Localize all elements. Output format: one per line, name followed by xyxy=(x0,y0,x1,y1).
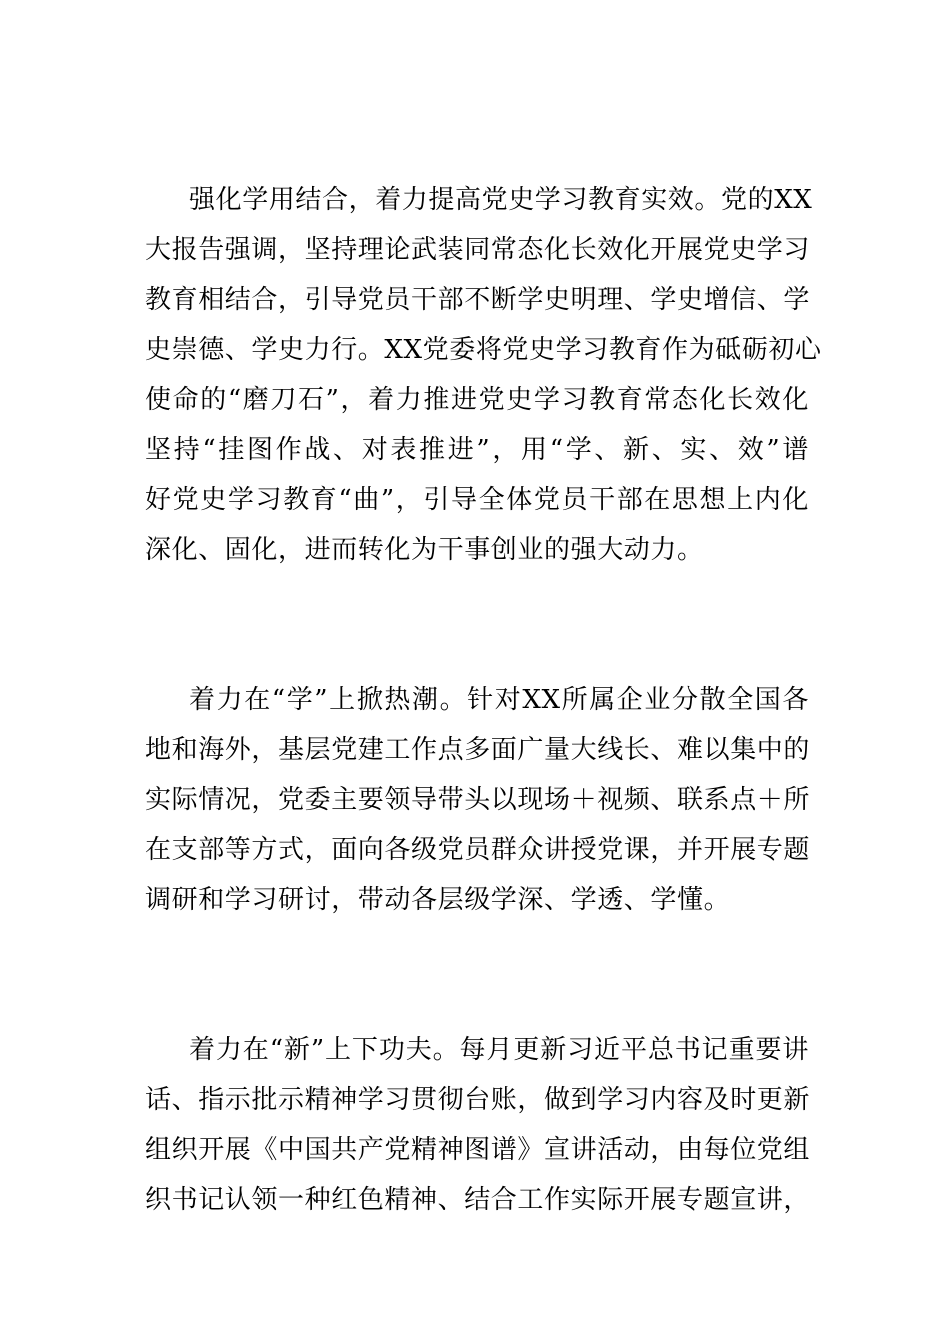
paragraph-line: 组织开展《中国共产党精神图谱》宣讲活动，由每位党组 xyxy=(145,1135,811,1165)
paragraph-line: 好党史学习教育“曲”，引导全体党员干部在思想上内化 xyxy=(145,485,809,515)
paragraph-line: 史崇德、学史力行。XX党委将党史学习教育作为砥砺初心 xyxy=(145,335,822,365)
paragraph-line: 织书记认领一种红色精神、结合工作实际开展专题宣讲， xyxy=(145,1185,811,1215)
paragraph-line: 强化学用结合，着力提高党史学习教育实效。党的XX xyxy=(189,185,813,215)
paragraph-study-application xyxy=(145,175,822,575)
paragraph-line: 调研和学习研讨，带动各层级学深、学透、学懂。 xyxy=(145,885,731,915)
paragraph-innovation-effort xyxy=(145,1025,809,1225)
paragraph-line: 深化、固化，进而转化为干事创业的强大动力。 xyxy=(145,535,704,565)
paragraph-line: 地和海外，基层党建工作点多面广量大线长、难以集中的 xyxy=(145,735,811,765)
paragraph-line: 教育相结合，引导党员干部不断学史明理、学史增信、学 xyxy=(145,285,811,315)
paragraph-line: 实际情况，党委主要领导带头以现场＋视频、联系点＋所 xyxy=(145,785,811,815)
paragraph-line: 着力在“新”上下功夫。每月更新习近平总书记重要讲 xyxy=(189,1035,809,1065)
paragraph-line: 着力在“学”上掀热潮。针对XX所属企业分散全国各 xyxy=(189,685,809,715)
paragraph-line: 使命的“磨刀石”，着力推进党史学习教育常态化长效化 xyxy=(145,385,809,415)
paragraph-line: 话、指示批示精神学习贯彻台账，做到学习内容及时更新 xyxy=(145,1085,811,1115)
paragraph-line: 大报告强调，坚持理论武装同常态化长效化开展党史学习 xyxy=(145,235,811,265)
paragraph-line: 在支部等方式，面向各级党员群众讲授党课，并开展专题 xyxy=(145,835,811,865)
paragraph-line: 坚持“挂图作战、对表推进”，用“学、新、实、效”谱 xyxy=(145,435,809,465)
paragraph-study-wave xyxy=(145,675,809,925)
